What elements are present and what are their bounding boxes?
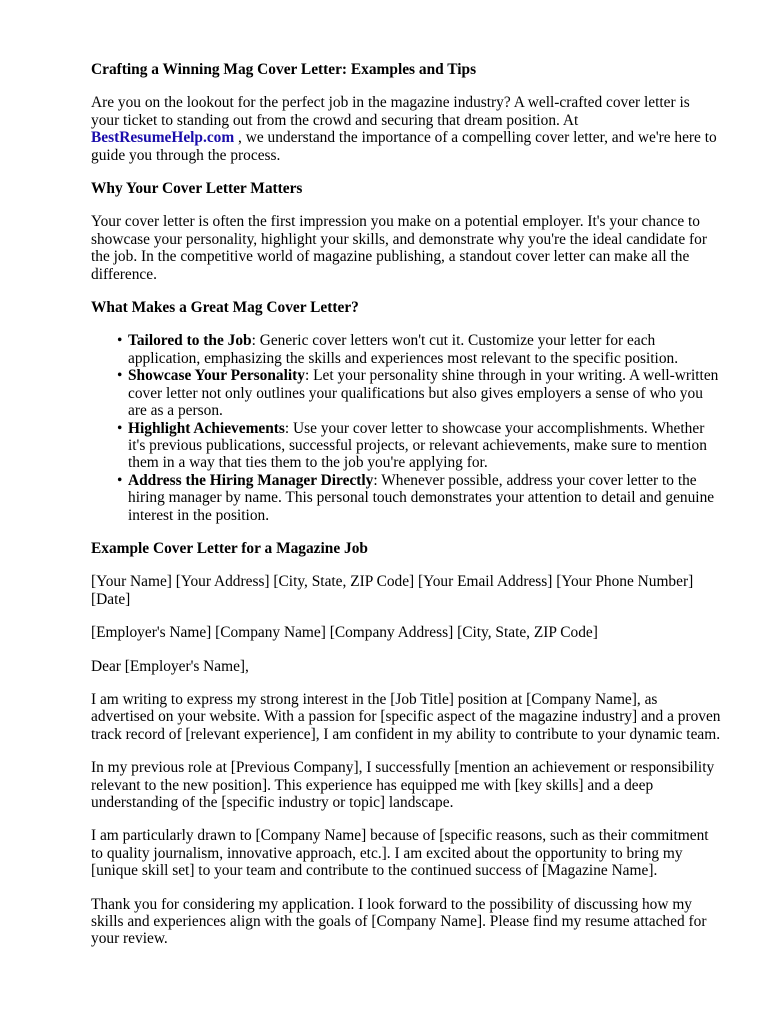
- letter-paragraph-1: I am writing to express my strong interest in the [Job Title] position at [Company Name], as advertised on your website. With a passion for [specific aspect of the magazine industry] and a proven track record of [relevant experience], I am confident in my ability to contribute to your dynamic team.: [91, 690, 721, 743]
- bullet-icon: •: [117, 471, 123, 489]
- bullet-icon: •: [117, 367, 123, 385]
- bullet-icon: •: [117, 419, 123, 437]
- section-heading-example: Example Cover Letter for a Magazine Job: [91, 539, 368, 557]
- list-item-term: Highlight Achievements: [128, 419, 285, 437]
- list-item-separator: :: [251, 332, 256, 350]
- intro-text-start: Are you on the lookout for the perfect job in the magazine industry? A well-crafted cover letter is your ticket to standing out from the crowd and securing that dream position. At: [91, 94, 690, 129]
- list-item-text: Let your personality shine through in your writing. A well-written cover letter not only outlines your qualifications but also gives employers a sense of who you are as a person.: [128, 367, 719, 420]
- letter-sender-block: [Your Name] [Your Address] [City, State, ZIP Code] [Your Email Address] [Your Phone Number] [Date]: [91, 573, 694, 608]
- letter-paragraph-3: I am particularly drawn to [Company Name] because of [specific reasons, such as their commitment to quality journalism, innovative approach, etc.]. I am excited about the opportunity to bring my [unique skill set] to your team and contribute to the continued success of [Magazine Name].: [91, 827, 709, 880]
- list-item: [117, 471, 721, 524]
- section-heading-why: Why Your Cover Letter Matters: [91, 180, 303, 198]
- list-item-text: Generic cover letters won't cut it. Customize your letter for each application, emphasizing the skills and experiences most relevant to the specific position.: [128, 332, 679, 367]
- why-paragraph: Your cover letter is often the first impression you make on a potential employer. It's your chance to showcase your personality, highlight your skills, and demonstrate why you're the ideal candidate for the job. In the competitive world of magazine publishing, a standout cover letter can make all the difference.: [91, 213, 707, 283]
- list-item: [117, 332, 721, 367]
- bullet-icon: •: [117, 332, 123, 350]
- letter-paragraph-4: Thank you for considering my application. I look forward to the possibility of discussing how my skills and experiences align with the goals of [Company Name]. Please find my resume attached for your review.: [91, 895, 707, 948]
- list-item-term: Tailored to the Job: [128, 332, 252, 350]
- list-item: [117, 367, 721, 420]
- section-heading-great: What Makes a Great Mag Cover Letter?: [91, 299, 359, 317]
- list-item: [117, 419, 721, 472]
- list-item-text: Use your cover letter to showcase your accomplishments. Whether it's previous publications, successful projects, or relevant achievements, make sure to mention them in a way that ties them to the job you're applying for.: [128, 419, 707, 472]
- letter-salutation: Dear [Employer's Name],: [91, 657, 249, 675]
- bestresumehelp-link[interactable]: BestResumeHelp.com: [91, 129, 235, 147]
- list-item-term: Showcase Your Personality: [128, 367, 305, 385]
- letter-recipient-block: [Employer's Name] [Company Name] [Company Address] [City, State, ZIP Code]: [91, 624, 598, 642]
- list-item-term: Address the Hiring Manager Directly: [128, 471, 374, 489]
- list-item-separator: :: [305, 367, 310, 385]
- intro-text-end: , we understand the importance of a compelling cover letter, and we're here to guide you through the process.: [91, 129, 717, 164]
- letter-paragraph-2: In my previous role at [Previous Company], I successfully [mention an achievement or responsibility relevant to the new position]. This experience has equipped me with [key skills] and a deep understanding of the [specific industry or topic] landscape.: [91, 759, 715, 811]
- intro-paragraph: [91, 94, 721, 164]
- list-item-separator: :: [284, 419, 290, 437]
- tips-list: [91, 332, 721, 523]
- page-title: Crafting a Winning Mag Cover Letter: Examples and Tips: [91, 61, 477, 78]
- list-item-separator: :: [373, 471, 378, 489]
- list-item-text: Whenever possible, address your cover letter to the hiring manager by name. This personal touch demonstrates your attention to detail and genuine interest in the position.: [128, 471, 715, 524]
- document-page: [91, 61, 721, 948]
